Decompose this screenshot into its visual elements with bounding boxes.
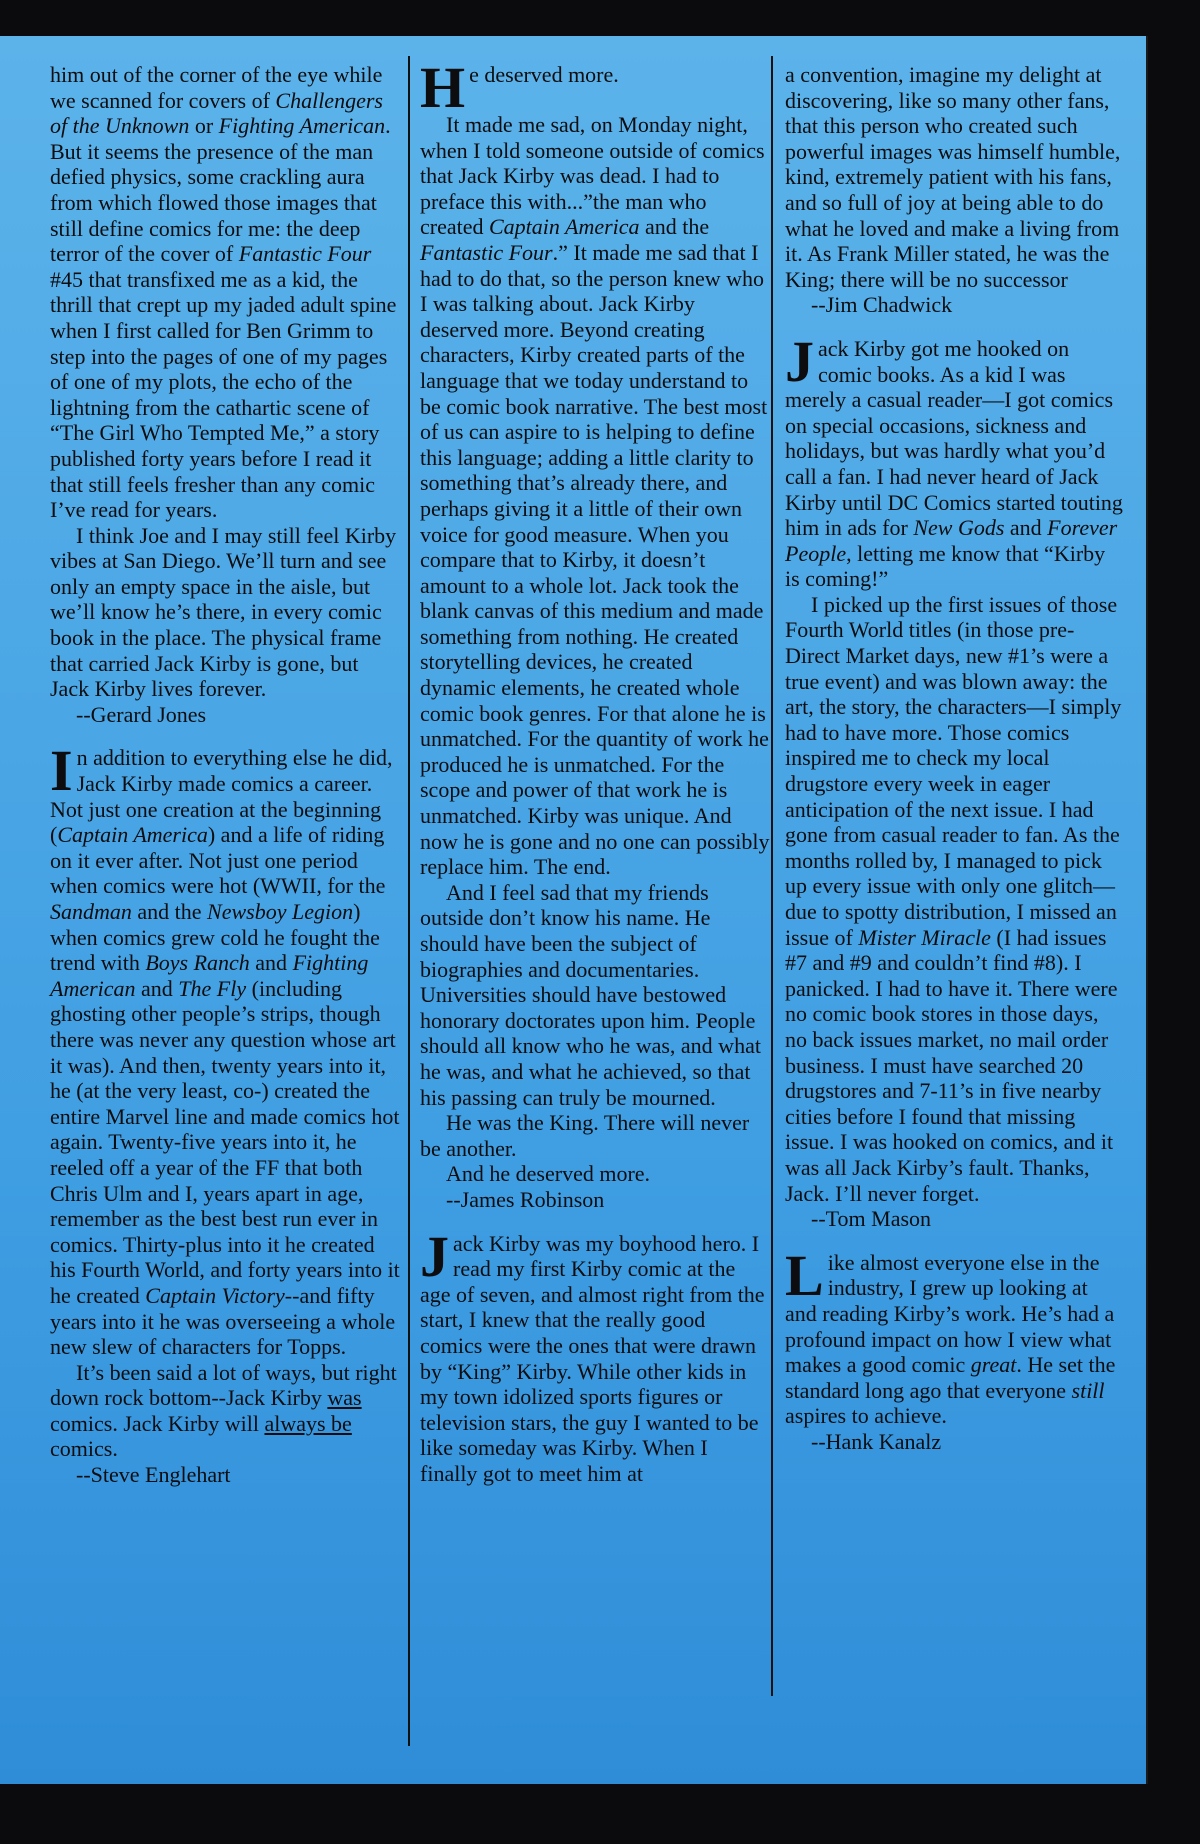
signature: --Gerard Jones bbox=[76, 701, 207, 727]
drop-cap: J bbox=[420, 1223, 449, 1289]
paragraph: Like almost everyone else in the industry, I grew up looking at and reading Kirby’s work. He’s had a profound impact on how I view what makes a good comic great. He set the standard long ago that everyone still aspires to achieve. bbox=[785, 1242, 1116, 1429]
drop-cap: L bbox=[785, 1242, 824, 1308]
paragraph: Jack Kirby was my boyhood hero. I read my first Kirby comic at the age of seven, and almost right from the start, I knew that the really good comics were the ones that were drawn by “King” Kirby. While other kids in my town idolized sports figures or television stars, the guy I wanted to be like someday was Kirby. When I finally got to meet him at bbox=[420, 1223, 765, 1486]
signature: --James Robinson bbox=[446, 1186, 605, 1212]
paragraph: And I feel sad that my friends outside don’t know his name. He should have been the subject of biographies and documentaries. Universities should have bestowed honorary doctorates upon him. People should all know who he was, and what he was, and what he achieved, so that his passing can truly be mourned. bbox=[420, 879, 761, 1110]
paragraph: him out of the corner of the eye while we scanned for covers of Challengers of the Unknown or Fighting American. But it seems the presence of the man defied physics, some crackling aura from which flowed those images that still define comics for me: the deep terror of the cover of Fantastic Four #45 that transfixed me as a kid, the thrill that crept up my jaded adult spine when I first called for Ben Grimm to step into the pages of one of my pages of one of my plots, the echo of the lightning from the cathartic scene of “The Girl Who Tempted Me,” a story published forty years before I read it that still feels fresher than any comic I’ve read for years. bbox=[50, 62, 397, 523]
signature: --Jim Chadwick bbox=[811, 292, 953, 318]
drop-cap: I bbox=[50, 738, 73, 804]
column-divider bbox=[771, 56, 773, 1696]
paragraph: And he deserved more. bbox=[446, 1161, 651, 1187]
paragraph: I picked up the first issues of those Fourth World titles (in those pre-Direct Market days, new #1’s were a true event) and was blown away: the art, the story, the characters—I simply had to have more. Those comics inspired me to check my local drugstore every week in eager anticipation of the next issue. I had gone from casual reader to fan. As the months rolled by, I managed to pick up every issue with only one glitch—due to spotty distribution, I missed an issue of Mister Miracle (I had issues #7 and #9 and couldn’t find #8). I panicked. I had to have it. There were no comic book stores in those days, no back issues market, no mail order business. I must have searched 20 drugstores and 7-11’s in five nearby cities before I found that missing issue. I was hooked on comics, and it was all Jack Kirby’s fault. Thanks, Jack. I’ll never forget. bbox=[785, 591, 1122, 1206]
text-column-3 bbox=[785, 62, 1125, 1454]
paragraph: He deserved more. bbox=[420, 55, 619, 120]
column-divider bbox=[408, 56, 410, 1746]
signature: --Steve Englehart bbox=[76, 1462, 231, 1488]
paragraph: I think Joe and I may still feel Kirby vibes at San Diego. We’ll turn and see only an empty space in the aisle, but we’ll know he’s there, in every comic book in the place. The physical frame that carried Jack Kirby is gone, but Jack Kirby lives forever. bbox=[50, 522, 397, 702]
signature: --Hank Kanalz bbox=[811, 1428, 942, 1454]
paragraph: In addition to everything else he did, Jack Kirby made comics a career. Not just one creation at the beginning (Captain America) and a life of riding on it ever after. Not just one period when comics were hot (WWII, for the Sandman and the Newsboy Legion) when comics grew cold he fought the trend with Boys Ranch and Fighting American and The Fly (including ghosting other people’s strips, though there was never any question whose art it was). And then, twenty years into it, he (at the very least, co-) created the entire Marvel line and made comics hot again. Twenty-five years into it, he reeled off a year of the FF that both Chris Ulm and I, years apart in age, remember as the best best run ever in comics. Thirty-plus into it he created his Fourth World, and forty years into it he created Captain Victory--and fifty years into it he was overseeing a whole new slew of characters for Topps. bbox=[50, 738, 400, 1360]
drop-cap: J bbox=[785, 328, 814, 394]
paragraph: It made me sad, on Monday night, when I told someone outside of comics that Jack Kirby was dead. I had to preface this with...”the man who created Captain America and the Fantastic Four.” It made me sad that I had to do that, so the person knew who I was talking about. Jack Kirby deserved more. Beyond creating characters, Kirby created parts of the language that we today understand to be comic book narrative. The best most of us can aspire to is helping to define this language; adding a little clarity to something that’s already there, and perhaps giving it a little of their own voice for good measure. When you compare that to Kirby, it doesn’t amount to a whole lot. Jack took the blank canvas of this medium and made something from nothing. He created storytelling devices, he created dynamic elements, he created whole comic book genres. For that alone he is unmatched. For the quantity of work he produced he is unmatched. For the scope and power of that work he is unmatched. Kirby was unique. And now he is gone and no one can possibly replace him. The end. bbox=[420, 112, 770, 880]
paragraph: Jack Kirby got me hooked on comic books. As a kid I was merely a casual reader—I got comics on special occasions, sickness and holidays, but was hardly what you’d call a fan. I had never heard of Jack Kirby until DC Comics started touting him in ads for New Gods and Forever People, letting me know that “Kirby is coming!” bbox=[785, 328, 1123, 592]
paragraph: It’s been said a lot of ways, but right down rock bottom--Jack Kirby was comics. Jack Kirby will always be comics. bbox=[50, 1359, 397, 1462]
drop-cap: H bbox=[420, 55, 466, 120]
paragraph: a convention, imagine my delight at discovering, like so many other fans, that this person who created such powerful images was himself humble, kind, extremely patient with his fans, and so full of joy at being able to do what he loved and make a living from it. As Frank Miller stated, he was the King; there will be no successor bbox=[785, 62, 1121, 292]
text-column-1 bbox=[50, 62, 400, 1488]
text-column-2 bbox=[420, 55, 770, 1486]
signature: --Tom Mason bbox=[811, 1206, 932, 1232]
article-page bbox=[0, 36, 1148, 1784]
paragraph: He was the King. There will never be another. bbox=[420, 1110, 750, 1161]
